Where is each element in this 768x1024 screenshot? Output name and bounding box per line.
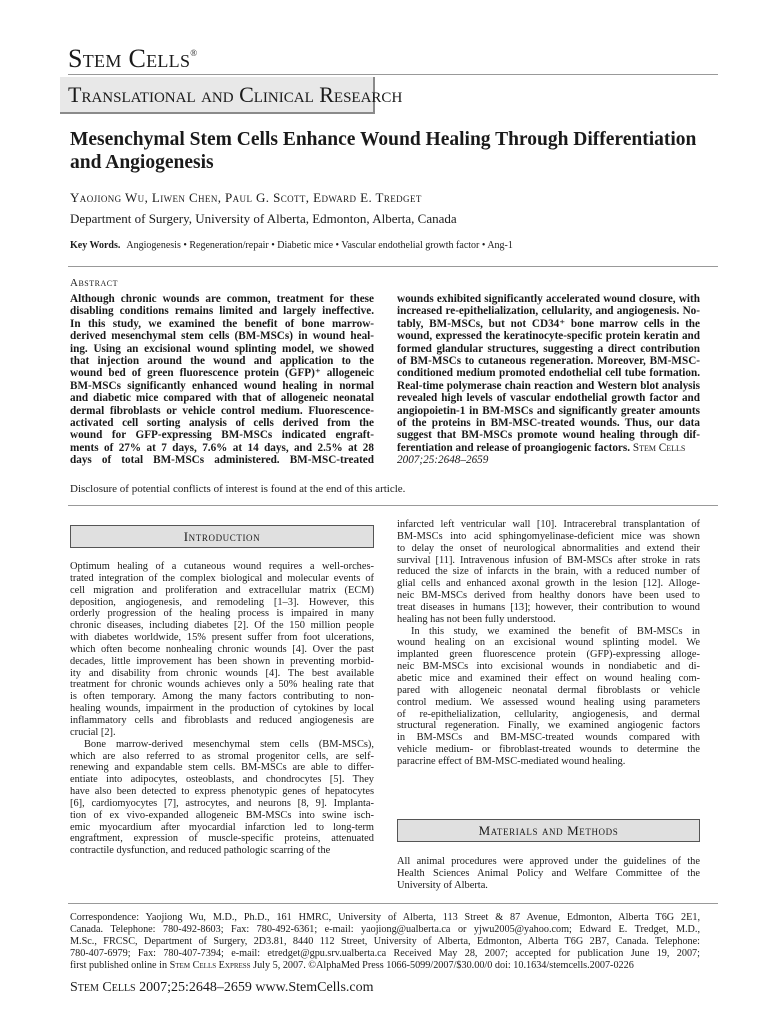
disclosure-rule (68, 505, 718, 506)
text-line: BM-MSCs significantly enhanced wound healing in normal (70, 379, 374, 392)
text-line: treat diseases in humans [13]; however, their contribution to wound (397, 601, 700, 613)
text-line: All animal procedures were approved under the guidelines of the (397, 856, 700, 867)
text-line: [6], cardiomyocytes [7], astrocytes, and neurons [8, 9]. Implanta- (70, 797, 374, 809)
text-line: revealed high levels of vascular endothelial growth factor and (397, 392, 700, 405)
text-line: structural regeneration. Finally, we examined angiogenic factors (397, 720, 700, 732)
text-line: paracrine effect of BM-MSC-mediated wound healing. (397, 755, 626, 767)
text-line: In this study, we examined the benefit of bone marrow- (70, 317, 374, 330)
methods-heading-box (397, 819, 700, 842)
footnote-last-line (70, 960, 700, 972)
text-line: increased re-epithelialization, cellularity, and angiogenesis. No- (397, 305, 700, 318)
text-line: Health Sciences Animal Policy and Welfare Committee of the (397, 867, 700, 879)
text-line: trated integration of the complex biological and molecular events of (70, 572, 374, 584)
text-line: have also been detected to express phenotypic genes of hepatocytes (70, 786, 374, 798)
introduction-left-column (70, 561, 374, 857)
text-line: conditioned medium promoted endothelial cell tube formation. (397, 367, 700, 380)
abstract-right-lines (397, 293, 700, 442)
footer-journal: Stem Cells (70, 980, 136, 995)
text-line: wounds exhibited significantly accelerated wound closure, with (397, 293, 700, 305)
text-line: disabling conditions remains limited and largely ineffective. (70, 305, 374, 318)
text-line: which often become nonhealing chronic wounds [4]. Over the past (70, 643, 374, 655)
text-line: wound, expressed the keratinocyte-specific protein keratin and (397, 330, 700, 343)
text-line: survival [11]. Intravenous infusion of BM-MSCs after stroke in rats (397, 554, 700, 566)
text-line: which are also referred to as stromal progenitor cells, are self- (70, 750, 374, 762)
text-line: Optimum healing of a cutaneous wound requires a well-orches- (70, 561, 374, 572)
text-line: orderly progression of the healing process is impaired in many (70, 608, 374, 620)
text-line: with diabetes worldwide, 15% present suffer from foot ulcerations, (70, 632, 374, 644)
text-line: pared with allogeneic neonatal dermal fibroblasts or vehicle (397, 684, 700, 696)
text-line: 780-407-6979; Fax: 780-407-7394; e-mail: etredget@gpu.srv.ualberta.ca Received May 28, 2007; accepted for publication June 19, 2007; (70, 947, 700, 959)
abstract-heading: Abstract (70, 277, 118, 289)
abstract-citation: 2007;25:2648–2659 (397, 454, 489, 467)
text-line: glial cells and enhanced axonal growth in the lesion [12]. Alloge- (397, 578, 700, 590)
text-line: derived mesenchymal stem cells (BM-MSCs) in wound heal- (70, 330, 374, 343)
text-line: Bone marrow-derived mesenchymal stem cells (BM-MSCs), (84, 738, 374, 750)
affiliation: Department of Surgery, University of Alberta, Edmonton, Alberta, Canada (70, 211, 457, 226)
text-line: neic BM-MSCs into excisional wounds in nondiabetic and di- (397, 661, 700, 673)
text-line: engraftment, expression of muscle-specific proteins, attenuated (70, 833, 374, 845)
text-line: Correspondence: Yaojiong Wu, M.D., Ph.D., 161 HMRC, University of Alberta, 113 Street & 87 Avenue, Edmonton, Alberta T6G 2E1, (70, 912, 700, 923)
text-line: dermal fibroblasts or vehicle control medium. Fluorescence- (70, 404, 374, 417)
text-line: suggest that BM-MSCs promote wound healing through dif- (397, 429, 700, 442)
text-line: crucial [2]. (70, 726, 116, 738)
text-line: tably, BM-MSCs, but not CD34⁺ bone marrow cells in the (397, 317, 700, 330)
text-line: ing. Using an excisional wound splinting model, we showed (70, 342, 374, 355)
text-line: emic myocardium after myocardial infarction led to long-term (70, 821, 374, 833)
text-line: and diabetic mice compared with that of allogeneic neonatal (70, 392, 374, 405)
text-line: Although chronic wounds are common, treatment for these (70, 293, 374, 305)
article-title: Mesenchymal Stem Cells Enhance Wound Healing Through Differentiation and Angiogenesis (70, 129, 697, 173)
text-line: renewing and expandable stem cells. BM-MSCs are able to differ- (70, 762, 374, 774)
footer-url[interactable]: www.StemCells.com (255, 980, 374, 995)
journal-name (68, 44, 197, 74)
text-line: angiopoietin-1 in BM-MSCs and significantly greater amounts (397, 404, 700, 417)
text-line: of the proteins in BM-MSC-treated wounds. Thus, our data (397, 417, 700, 430)
text-line: In this study, we examined the benefit of BM-MSCs in (411, 625, 700, 637)
keywords-list: Angiogenesis • Regeneration/repair • Diabetic mice • Vascular endothelial growth factor • Ang-1 (126, 240, 513, 251)
text-line: decades, little improvement has been shown in preventing morbid- (70, 655, 374, 667)
text-line: implanted green fluorescence protein (GFP)-expressing alloge- (397, 649, 700, 661)
text-line: Real-time polymerase chain reaction and Western blot analysis (397, 379, 700, 392)
trademark-symbol: ® (190, 48, 198, 58)
section-label: Translational and Clinical Research (68, 82, 403, 107)
text-line: BM-MSCs into acid sphingomyelinase-deficient mice was shown (397, 530, 700, 542)
text-line: healing has not been fully understood. (397, 613, 556, 625)
text-line: healing wounds, impairment in the production of cytokines by local (70, 703, 374, 715)
abstract-left-column (70, 293, 374, 467)
footnote-rule (68, 903, 718, 904)
author-list: Yaojiong Wu, Liwen Chen, Paul G. Scott, Edward E. Tredget (70, 190, 422, 205)
text-line: wound healing on an excisional wound splinting model. We (397, 637, 700, 649)
text-line: treatment for chronic wounds achieves only a 50% healing rate that (70, 679, 374, 691)
text-line: University of Alberta. (397, 879, 488, 891)
keywords-line (70, 240, 513, 251)
text-line: cell migration and proliferation and extracellular matrix (ECM) (70, 584, 374, 596)
text-line: infarcted left ventricular wall [10]. Intracerebral transplantation of (397, 519, 700, 530)
introduction-right-column (397, 519, 700, 768)
text-line: is often temporary. Among the many factors contributing to non- (70, 691, 374, 703)
footnote-last-prefix: first published online in (70, 959, 168, 971)
text-line: contractile dysfunction, and reduced pathologic scarring of the (70, 845, 331, 857)
header-rule (68, 74, 718, 75)
correspondence-footnote (70, 912, 700, 972)
journal-name-text: Stem Cells (68, 44, 191, 73)
text-line: deposition, angiogenesis, and remodeling [1–3]. However, this (70, 596, 374, 608)
text-line: activated cell sorting analysis of cells derived from the (70, 417, 374, 430)
text-line: neic BM-MSCs derived from healthy donors have been used to (397, 590, 700, 602)
text-line: ments of 27% at 7 days, 7.6% at 14 days, and 2.5% at 28 (70, 441, 374, 454)
introduction-heading: Introduction (183, 529, 261, 544)
text-line: ity and disability from chronic wounds [4]. The best available (70, 667, 374, 679)
text-line: wound bed of green fluorescence protein (GFP)⁺ allogeneic (70, 367, 374, 380)
footnote-last-suffix: July 5, 2007. ©AlphaMed Press 1066-5099/2007/$30.00/0 doi: 10.1634/stemcells.2007-0226 (253, 959, 634, 971)
abstract-right-column (397, 293, 700, 467)
page-footer (70, 980, 374, 996)
abstract-last-text: ferentiation and release of proangiogenic factors. (397, 441, 631, 454)
footer-citation: 2007;25:2648–2659 (139, 980, 252, 995)
abstract-last-line (397, 442, 700, 454)
abstract-citation-journal: Stem Cells (632, 441, 686, 454)
section-banner (60, 77, 403, 114)
text-line: wound for GFP-expressing BM-MSCs indicated engraft- (70, 429, 374, 442)
text-line: inflammatory cells and fibroblasts and reduced angiogenesis are (70, 714, 374, 726)
text-line: formed glandular structures, suggesting a direct contribution (397, 342, 700, 355)
text-line: Canada. Telephone: 780-492-8603; Fax: 780-492-6361; e-mail: yaojiong@ualberta.ca or yjwu2005@yahoo.com; Edward E. Tredget, M.D., (70, 923, 700, 935)
methods-heading: Materials and Methods (478, 823, 619, 838)
text-line: control medium. We assessed wound healing using parameters (397, 696, 700, 708)
text-line: abetic mice and examined their effect on wound healing com- (397, 672, 700, 684)
text-line: that injection around the wound and application to the (70, 355, 374, 368)
text-line: days of total BM-MSCs administered. BM-MSC-treated (70, 454, 374, 467)
disclosure-note: Disclosure of potential conflicts of interest is found at the end of this article. (70, 483, 406, 495)
text-line: entiate into adipocytes, osteoblasts, and chondrocytes [5]. They (70, 774, 374, 786)
footnote-journal: Stem Cells Express (169, 959, 251, 971)
keywords-label: Key Words. (70, 240, 121, 251)
introduction-heading-box (70, 525, 374, 548)
keywords-rule (68, 266, 718, 267)
text-line: in BM-MSCs and BM-MSC-treated wounds compared with (397, 732, 700, 744)
text-line: to delay the onset of neurological abnormalities and extend their (397, 542, 700, 554)
footnote-lines (70, 912, 700, 960)
text-line: of re-epithelialization, cellularity, angiogenesis, and dermal (397, 708, 700, 720)
text-line: tion of ex vivo-expanded allogeneic BM-MSCs into swine isch- (70, 809, 374, 821)
text-line: vehicle medium- or fibroblast-treated wounds to determine the (397, 744, 700, 756)
text-line: reduced the size of infarcts in the brain, with a reduced number of (397, 566, 700, 578)
text-line: M.Sc., FRCSC, Department of Surgery, 2D3.81, 8440 112 Street, University of Alberta, Edmonton, Alberta T6G 2B7, Canada. Telephone: (70, 935, 700, 947)
methods-column (397, 856, 700, 892)
text-line: chronic diseases, including diabetes [2]. Of the 150 million people (70, 620, 374, 632)
text-line: of BM-MSCs to cutaneous regeneration. Moreover, BM-MSC- (397, 355, 700, 368)
